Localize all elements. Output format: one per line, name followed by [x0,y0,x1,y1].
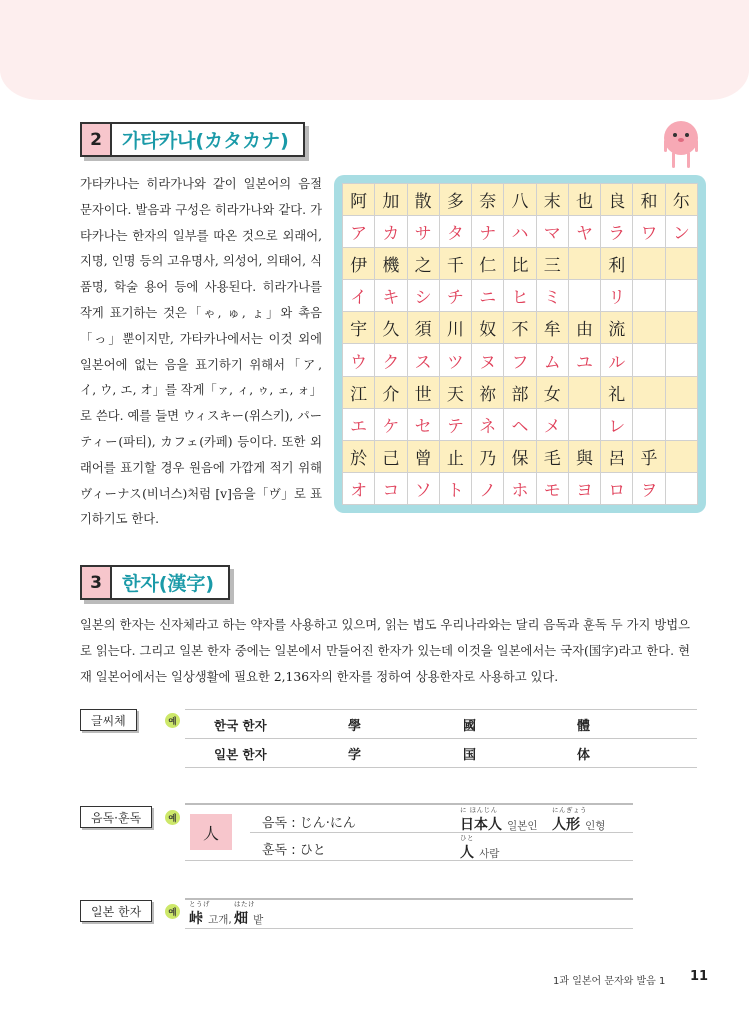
katakana-cell: ネ [472,408,504,440]
katakana-cell: ヲ [633,472,665,504]
ruby-hatake: はたけ [234,900,255,908]
kokuji-example-hatake [234,900,263,928]
katakana-cell: ヘ [504,408,536,440]
section-2-title: 가타카나(カタカナ) [122,130,289,152]
katakana-cell: ナ [472,216,504,248]
kanji-origin-row [343,312,698,344]
section-3-title: 한자(漢字) [122,573,215,595]
kanji-origin-row [343,184,698,216]
reading-bottom-line [185,860,633,861]
kanji-origin-cell: 千 [439,248,471,280]
kanji-origin-cell: 也 [568,184,600,216]
kanji-origin-cell: 流 [601,312,633,344]
ruby-nihonjin: に ほんじん [460,806,498,814]
kanji-origin-cell: 和 [633,184,665,216]
kanji-origin-cell: 乃 [472,440,504,472]
katakana-cell [568,408,600,440]
word-hatake: 畑 [234,911,248,927]
katakana-cell: エ [343,408,375,440]
katakana-cell: ハ [504,216,536,248]
section-3-paragraph: 일본의 한자는 신자체라고 하는 약자를 사용하고 있으며, 읽는 법도 우리나라와는 달리 음독과 훈독 두 가지 방법으로 읽는다. 그리고 일본 한자 중에는 일본에서 만들어진 한자가 있는데 이것을 일본에서는 국자(国字)라고 한다. 현재 일본어에서는 일상생활에 필요한 2,136자의 한자를 정하여 상용한자로 사용하고 있다. [80,618,690,684]
katakana-cell: テ [439,408,471,440]
katakana-row [343,280,698,312]
kanji-origin-cell: 世 [407,376,439,408]
katakana-row [343,408,698,440]
katakana-cell: シ [407,280,439,312]
katakana-table-frame [334,175,706,513]
kanji-origin-cell: 機 [375,248,407,280]
katakana-cell: キ [375,280,407,312]
katakana-cell: コ [375,472,407,504]
kanji-origin-cell: 礼 [601,376,633,408]
katakana-cell: ヤ [568,216,600,248]
katakana-cell: タ [439,216,471,248]
word-nihonjin: 日本人 [460,817,502,833]
kanji-origin-cell: 比 [504,248,536,280]
glyph-style-label: 글씨체 [80,709,137,731]
katakana-cell: ホ [504,472,536,504]
kanji-origin-cell: 宇 [343,312,375,344]
kanji-origin-cell: 多 [439,184,471,216]
kanji-origin-cell: 三 [536,248,568,280]
kanji-origin-cell [665,248,697,280]
example-badge: 예 [165,904,180,919]
example-badge: 예 [165,810,180,825]
kanji-origin-cell [568,376,600,408]
kanji-origin-cell [633,312,665,344]
kanji-origin-cell: 川 [439,312,471,344]
kokuji-bottom-line [185,928,633,929]
japanese-kanji-label: 일본 한자 [214,747,267,762]
katakana-cell: ロ [601,472,633,504]
kanji-origin-row [343,440,698,472]
kanji-origin-cell: 祢 [472,376,504,408]
glyph-row-divider [185,738,697,739]
katakana-cell: フ [504,344,536,376]
korean-hanja-1: 學 [348,719,362,734]
kanji-origin-cell: 良 [601,184,633,216]
japanese-kanji-2: 国 [463,748,477,763]
kanji-origin-row [343,376,698,408]
kanji-origin-cell: 乎 [633,440,665,472]
word-touge: 峠 [189,911,203,927]
kanji-origin-cell [633,376,665,408]
katakana-cell: ワ [633,216,665,248]
katakana-cell: カ [375,216,407,248]
section-2-header [80,122,305,157]
section-3-number: 3 [82,567,112,598]
kanji-origin-cell [633,248,665,280]
gloss-nihonjin: 일본인 [507,820,538,832]
on-reading: 음독 : じん·にん [262,816,356,831]
katakana-cell: ユ [568,344,600,376]
kanji-origin-cell: 之 [407,248,439,280]
katakana-cell: ア [343,216,375,248]
korean-hanja-2: 國 [463,719,477,734]
reading-example-nihonjin [460,806,538,834]
kanji-origin-cell: 止 [439,440,471,472]
ruby-hito: ひと [460,834,474,842]
katakana-origin-table [342,183,698,505]
katakana-row [343,344,698,376]
section-3-header [80,565,230,600]
footer-lesson: 1과 일본어 문자와 발음 1 [553,976,666,987]
katakana-cell: ク [375,344,407,376]
mascot-icon [658,118,704,172]
katakana-cell: ケ [375,408,407,440]
katakana-cell: サ [407,216,439,248]
katakana-cell [568,280,600,312]
katakana-cell: チ [439,280,471,312]
katakana-cell: ノ [472,472,504,504]
katakana-cell: マ [536,216,568,248]
kanji-origin-cell [665,312,697,344]
reading-top-line [185,803,633,805]
kanji-origin-cell: 保 [504,440,536,472]
kanji-origin-cell: 部 [504,376,536,408]
katakana-cell [665,280,697,312]
kanji-origin-cell: 伊 [343,248,375,280]
kanji-origin-cell: 與 [568,440,600,472]
kanji-origin-cell: 己 [375,440,407,472]
kokuji-label: 일본 한자 [80,900,152,922]
reading-example-ningyou [552,806,605,834]
katakana-cell: ソ [407,472,439,504]
kanji-origin-cell: 尓 [665,184,697,216]
katakana-cell: ヌ [472,344,504,376]
word-hito: 人 [460,845,474,861]
kanji-origin-cell: 末 [536,184,568,216]
katakana-cell: ル [601,344,633,376]
katakana-cell [633,408,665,440]
katakana-row [343,216,698,248]
kun-reading: 훈독 : ひと [262,843,326,858]
kanji-origin-cell: 毛 [536,440,568,472]
top-pink-band [0,0,749,100]
kanji-origin-cell: 介 [375,376,407,408]
example-badge: 예 [165,713,180,728]
reading-example-hito [460,834,499,862]
kanji-origin-cell: 女 [536,376,568,408]
kanji-origin-cell [665,440,697,472]
kanji-origin-cell: 於 [343,440,375,472]
gloss-hatake: 밭 [253,914,264,926]
katakana-cell: ニ [472,280,504,312]
katakana-cell: オ [343,472,375,504]
page-number: 11 [690,969,709,984]
kanji-origin-cell: 由 [568,312,600,344]
korean-hanja-label: 한국 한자 [214,718,267,733]
gloss-ningyou: 인형 [585,820,606,832]
katakana-cell: ム [536,344,568,376]
section-2-number: 2 [82,124,112,155]
kanji-origin-cell: 不 [504,312,536,344]
word-ningyou: 人形 [552,817,580,833]
kanji-origin-cell: 奴 [472,312,504,344]
kanji-origin-cell: 江 [343,376,375,408]
kanji-origin-cell: 仁 [472,248,504,280]
kanji-origin-cell: 散 [407,184,439,216]
katakana-cell: ラ [601,216,633,248]
japanese-kanji-3: 体 [577,748,591,763]
katakana-cell [665,408,697,440]
katakana-cell [633,280,665,312]
katakana-cell [665,344,697,376]
glyph-row-divider-top [185,709,697,710]
ruby-touge: とうげ [189,900,210,908]
katakana-cell: メ [536,408,568,440]
katakana-cell: ミ [536,280,568,312]
gloss-touge: 고개, [208,914,232,926]
katakana-cell: セ [407,408,439,440]
katakana-cell: レ [601,408,633,440]
kanji-origin-cell: 加 [375,184,407,216]
kanji-origin-cell: 久 [375,312,407,344]
korean-hanja-3: 體 [577,719,591,734]
kanji-origin-cell: 八 [504,184,536,216]
kanji-origin-cell: 曾 [407,440,439,472]
katakana-cell: リ [601,280,633,312]
katakana-cell: ツ [439,344,471,376]
japanese-kanji-1: 学 [348,748,362,763]
kokuji-example-touge [189,900,232,928]
katakana-cell [665,472,697,504]
katakana-cell: モ [536,472,568,504]
kanji-origin-cell: 阿 [343,184,375,216]
kanji-origin-cell: 天 [439,376,471,408]
reading-kanji-box: 人 [190,814,232,850]
katakana-cell: ヨ [568,472,600,504]
section-2-intro: 가타카나는 히라가나와 같이 일본어의 음절 문자이다. 발음과 구성은 히라가나와 같다. 가타카나는 한자의 일부를 따온 것으로 외래어, 지명, 인명 등의 고유명사, 의성어, 의태어, 식품명, 학술 용어 등에 사용된다. 히라가나를 작게 표기하는 것은「ゃ, ゅ, ょ」와 촉음「っ」뿐이지만, 가타카나에서는 이것 외에 일본어에 없는 음을 표기하기 위해서「ア, イ, ウ, エ, オ」를 작게「ァ, ィ, ゥ, ェ, ォ」로 쓴다. 예를 들면 ウィスキー(위스키), パーティー(파티), カフェ(카페) 등이다. 또한 외래어를 표기할 경우 원음에 가깝게 적기 위해 ヴィーナス(비너스)처럼 [v]음을「ヴ」로 표기하기도 한다. [80,177,322,527]
kanji-origin-cell: 呂 [601,440,633,472]
katakana-cell: ヒ [504,280,536,312]
kanji-origin-cell: 利 [601,248,633,280]
kanji-origin-cell [568,248,600,280]
gloss-hito: 사람 [479,848,500,860]
katakana-cell: ウ [343,344,375,376]
katakana-cell: イ [343,280,375,312]
katakana-cell: ス [407,344,439,376]
kanji-origin-cell: 奈 [472,184,504,216]
glyph-row-divider-bottom [185,767,697,768]
kanji-origin-cell [665,376,697,408]
katakana-row [343,472,698,504]
katakana-cell [633,344,665,376]
kanji-origin-cell: 須 [407,312,439,344]
kanji-origin-row [343,248,698,280]
kanji-origin-cell: 牟 [536,312,568,344]
ruby-ningyou: にんぎょう [552,806,587,814]
reading-label: 음독·훈독 [80,806,152,828]
katakana-cell: ト [439,472,471,504]
katakana-cell: ン [665,216,697,248]
